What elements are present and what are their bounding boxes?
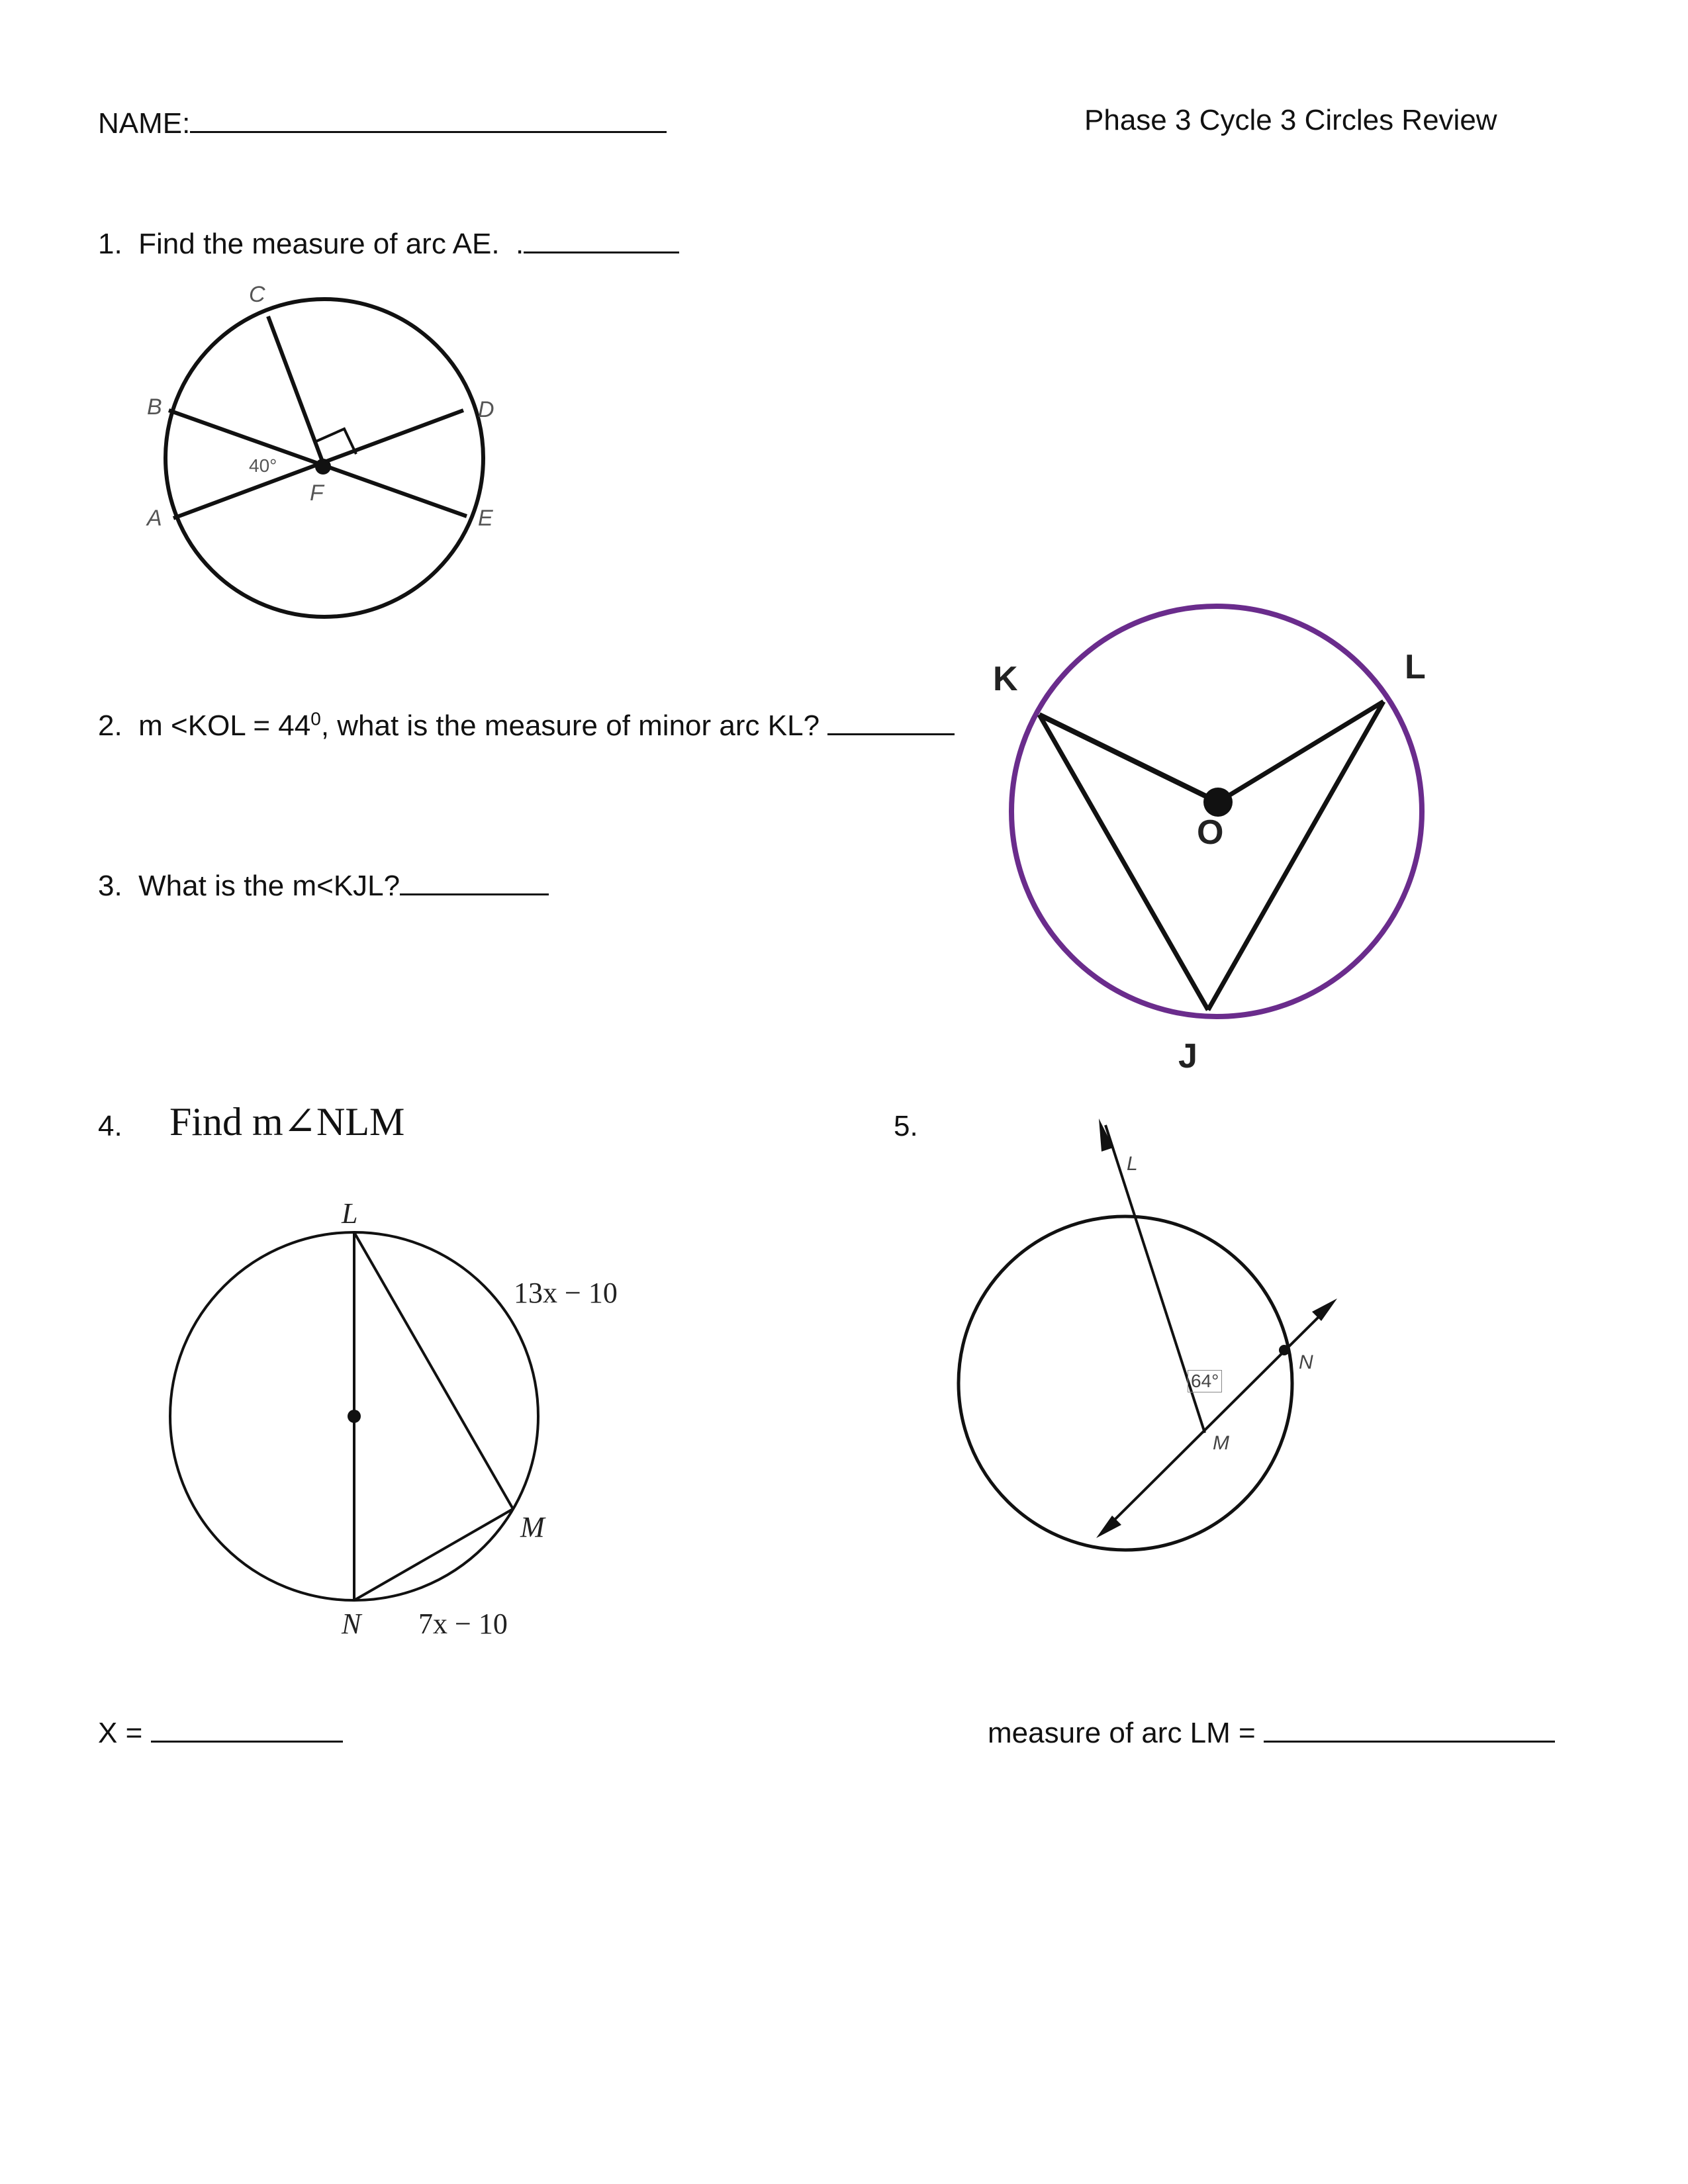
fig4-label-n: N [1299, 1351, 1313, 1373]
question-2: 2. $m <KOL = 44^0$, what is the measure of minor arc KL? [98, 708, 955, 741]
answer-4-field[interactable] [151, 1715, 343, 1743]
fig1-label-c: C [249, 282, 265, 307]
fig1-angle-label: 40° [249, 455, 277, 476]
fig4-circle [959, 1216, 1292, 1550]
question-5-number: 5. [894, 1110, 918, 1142]
question-5-answer: measure of arc LM = [988, 1715, 1555, 1748]
fig2-label-k: K [993, 660, 1018, 698]
question-4-number: 4. [98, 1110, 122, 1142]
fig3-label-l: L [342, 1197, 358, 1230]
fig1-label-b: B [147, 394, 162, 420]
fig1-label-d: D [478, 397, 494, 422]
fig4-label-l: L [1127, 1153, 1138, 1175]
fig4-label-m: M [1213, 1432, 1229, 1454]
question-1: 1. Find the measure of arc AE. . [98, 226, 679, 259]
fig2-label-j: J [1178, 1037, 1197, 1075]
fig3-arc-lm-label: 13x − 10 [514, 1277, 618, 1309]
fig4-arrowhead-l [1099, 1118, 1113, 1152]
fig2-label-o: O [1197, 813, 1224, 852]
question-4-title: Find m∠NLM [169, 1100, 405, 1144]
fig4-arrowhead-down [1096, 1516, 1121, 1538]
name-label: NAME: [98, 106, 667, 138]
fig4-arrowhead-up [1312, 1298, 1337, 1321]
answer-5-field[interactable] [1264, 1715, 1555, 1743]
fig3-label-m: M [520, 1511, 545, 1543]
fig3-arc-mn-label: 7x − 10 [418, 1608, 508, 1640]
fig1-label-e: E [478, 506, 493, 531]
fig2-label-l: L [1405, 648, 1426, 686]
fig1-label-f: F [310, 480, 324, 506]
fig4-tangent-line [1102, 1305, 1331, 1532]
fig4-angle-label: 64° [1188, 1370, 1222, 1392]
page-title: Phase 3 Cycle 3 Circles Review [1084, 104, 1497, 136]
fig1-label-a: A [147, 506, 162, 531]
fig3-label-n: N [342, 1608, 361, 1640]
question-3: 3. What is the m<KJL? [98, 868, 549, 901]
question-4-answer: X = [98, 1715, 343, 1748]
fig4-point-n [1279, 1345, 1289, 1355]
